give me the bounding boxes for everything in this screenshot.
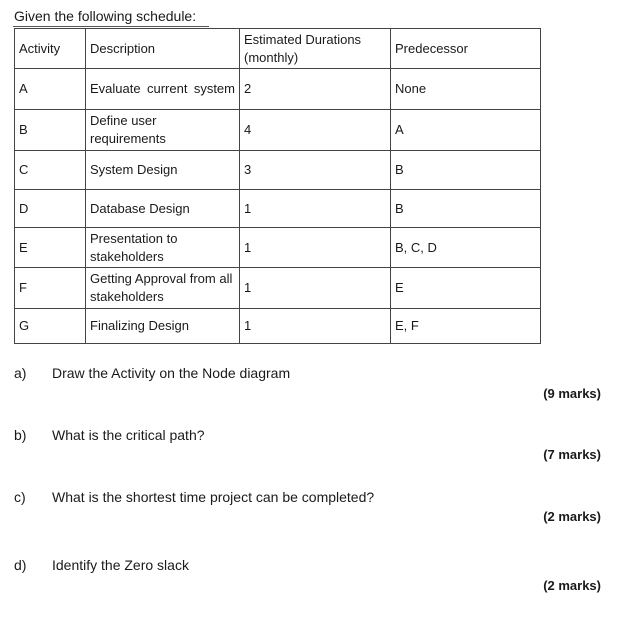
cell-predecessor: E, F — [391, 309, 541, 344]
table-row — [15, 228, 541, 268]
question-b — [14, 427, 205, 443]
header-predecessor: Predecessor — [391, 29, 541, 69]
question-text: Draw the Activity on the Node diagram — [52, 365, 291, 381]
question-c-marks: (2 marks) — [543, 509, 601, 524]
cell-predecessor: B, C, D — [391, 228, 541, 268]
question-text: What is the shortest time project can be completed? — [52, 489, 375, 505]
header-description: Description — [86, 29, 240, 69]
question-b-marks: (7 marks) — [543, 447, 601, 462]
cell-description: Getting Approval from all stakeholders — [86, 268, 240, 309]
cell-duration: 1 — [240, 190, 391, 228]
heading-underline — [13, 26, 209, 27]
cell-duration: 4 — [240, 110, 391, 151]
cell-activity: G — [15, 309, 86, 344]
cell-activity: D — [15, 190, 86, 228]
question-label: a) — [14, 365, 27, 381]
table-row — [15, 151, 541, 190]
table-row — [15, 309, 541, 344]
question-a-marks: (9 marks) — [543, 386, 601, 401]
header-activity: Activity — [15, 29, 86, 69]
cell-description: Presentation to stakeholders — [86, 228, 240, 268]
cell-description: System Design — [86, 151, 240, 190]
question-d — [14, 557, 189, 573]
question-text: Identify the Zero slack — [52, 557, 189, 573]
question-a — [14, 365, 290, 381]
cell-description: Finalizing Design — [86, 309, 240, 344]
cell-duration: 1 — [240, 268, 391, 309]
cell-activity: C — [15, 151, 86, 190]
header-duration-line1: Estimated Durations — [244, 31, 362, 47]
cell-predecessor: E — [391, 268, 541, 309]
cell-duration: 2 — [240, 69, 391, 110]
cell-predecessor: B — [391, 151, 541, 190]
cell-duration: 3 — [240, 151, 391, 190]
header-duration — [240, 29, 391, 69]
cell-duration: 1 — [240, 309, 391, 344]
question-text: What is the critical path? — [52, 427, 205, 443]
schedule-table — [14, 28, 541, 344]
cell-description: Database Design — [86, 190, 240, 228]
cell-predecessor: B — [391, 190, 541, 228]
table-row — [15, 110, 541, 151]
cell-activity: A — [15, 69, 86, 110]
cell-description: Define user requirements — [86, 110, 240, 151]
cell-activity: F — [15, 268, 86, 309]
cell-activity: E — [15, 228, 86, 268]
table-row — [15, 190, 541, 228]
schedule-heading: Given the following schedule: — [14, 8, 197, 24]
cell-activity: B — [15, 110, 86, 151]
table-row — [15, 69, 541, 110]
header-duration-line2: (monthly) — [244, 49, 299, 65]
question-label: b) — [14, 427, 27, 443]
cell-duration: 1 — [240, 228, 391, 268]
table-header-row — [15, 29, 541, 69]
cell-predecessor: A — [391, 110, 541, 151]
table-row — [15, 268, 541, 309]
question-label: c) — [14, 489, 26, 505]
question-label: d) — [14, 557, 27, 573]
question-c — [14, 489, 374, 505]
cell-predecessor: None — [391, 69, 541, 110]
cell-description: Evaluate current system — [86, 69, 240, 110]
question-d-marks: (2 marks) — [543, 578, 601, 593]
